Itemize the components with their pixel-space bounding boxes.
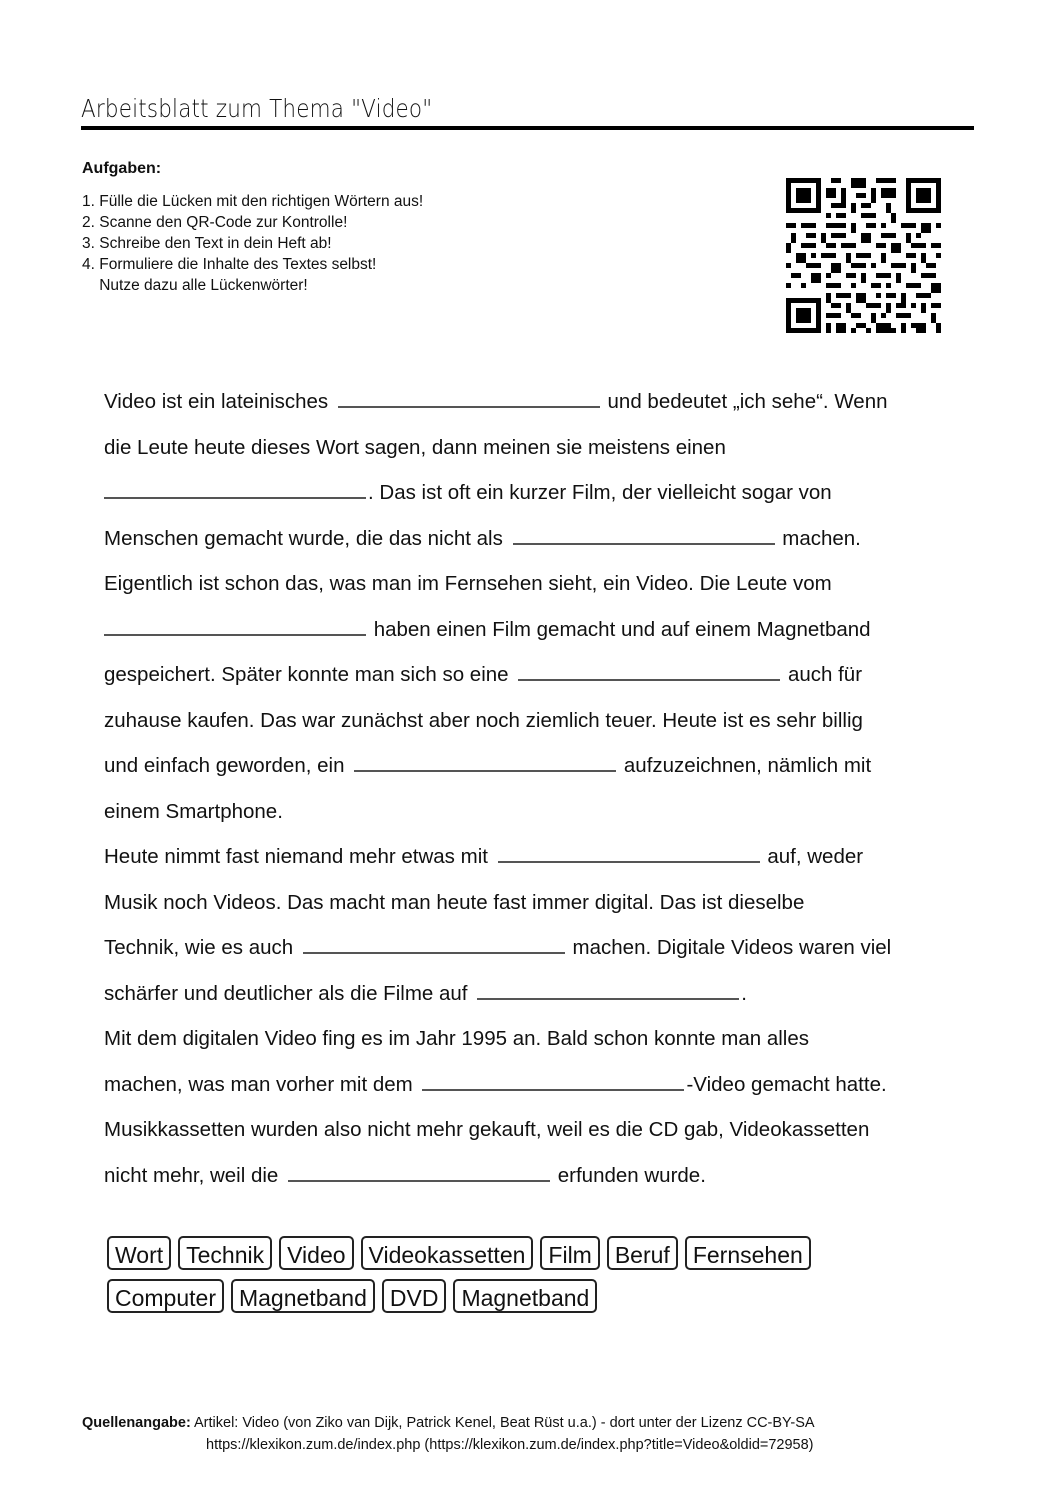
source-citation (82, 1412, 982, 1456)
task-item: 4. Formuliere die Inhalte des Textes selbst! (82, 256, 377, 273)
text-line: Mit dem digitalen Video fing es im Jahr 1995 an. Bald schon konnte man alles (104, 1027, 810, 1050)
text-line: und einfach geworden, ein aufzuzeichnen, nämlich mit (104, 743, 964, 789)
cloze-text (104, 379, 964, 1198)
word-bank-row (107, 1279, 867, 1313)
word-card[interactable]: Fernsehen (685, 1236, 811, 1270)
word-card[interactable]: Magnetband (453, 1279, 597, 1313)
word-card[interactable]: Video (279, 1236, 353, 1270)
word-card[interactable]: DVD (382, 1279, 447, 1313)
task-list (82, 191, 423, 296)
blank-field[interactable] (518, 659, 780, 681)
qr-code-icon[interactable] (786, 178, 941, 333)
text-line: Heute nimmt fast niemand mehr etwas mit auf, weder (104, 834, 964, 880)
text-line: gespeichert. Später konnte man sich so eine auch für (104, 652, 964, 698)
text-line: machen, was man vorher mit dem -Video gemacht hatte. (104, 1062, 964, 1108)
source-text: Artikel: Video (von Ziko van Dijk, Patrick Kenel, Beat Rüst u.a.) - dort unter der Lizenz CC-BY-SA (190, 1415, 815, 1431)
blank-field[interactable] (477, 978, 739, 1000)
blank-field[interactable] (422, 1069, 684, 1091)
word-card[interactable]: Wort (107, 1236, 171, 1270)
blank-field[interactable] (498, 841, 760, 863)
task-item: 3. Schreibe den Text in dein Heft ab! (82, 235, 332, 252)
text-line: Musik noch Videos. Das macht man heute fast immer digital. Das ist dieselbe (104, 890, 805, 914)
word-card[interactable]: Magnetband (231, 1279, 375, 1313)
text-line: schärfer und deutlicher als die Filme auf . (104, 971, 964, 1017)
word-card[interactable]: Beruf (607, 1236, 678, 1270)
text-line: nicht mehr, weil die erfunden wurde. (104, 1153, 964, 1199)
tasks-heading: Aufgaben: (82, 160, 162, 177)
word-card[interactable]: Computer (107, 1279, 224, 1313)
text-line: zuhause kaufen. Das war zunächst aber noch ziemlich teuer. Heute ist es sehr billig (104, 708, 863, 732)
word-bank (107, 1236, 867, 1322)
text-line: Video ist ein lateinisches und bedeutet „ich sehe“. Wenn (104, 379, 964, 425)
text-line: . Das ist oft ein kurzer Film, der vielleicht sogar von (104, 470, 964, 516)
blank-field[interactable] (104, 614, 366, 636)
blank-field[interactable] (354, 750, 616, 772)
text-line: die Leute heute dieses Wort sagen, dann meinen sie meistens einen (104, 435, 726, 459)
source-line (82, 1412, 982, 1434)
blank-field[interactable] (288, 1160, 550, 1182)
blank-field[interactable] (303, 932, 565, 954)
page-title-text: Arbeitsblatt zum Thema "Video" (81, 94, 433, 123)
word-card[interactable]: Videokassetten (361, 1236, 534, 1270)
blank-field[interactable] (513, 523, 775, 545)
text-line: Musikkassetten wurden also nicht mehr gekauft, weil es die CD gab, Videokassetten (104, 1118, 870, 1141)
page-title (81, 92, 974, 130)
word-bank-row (107, 1236, 867, 1270)
text-line: haben einen Film gemacht und auf einem Magnetband (104, 607, 964, 653)
text-line: Eigentlich ist schon das, was man im Fernsehen sieht, ein Video. Die Leute vom (104, 572, 832, 595)
task-item: Nutze dazu alle Lückenwörter! (82, 277, 308, 294)
word-card[interactable]: Film (540, 1236, 599, 1270)
text-line: Technik, wie es auch machen. Digitale Videos waren viel (104, 925, 964, 971)
source-link[interactable]: https://klexikon.zum.de/index.php (https://klexikon.zum.de/index.php?title=Video&oldid=72958) (206, 1437, 814, 1453)
blank-field[interactable] (104, 477, 366, 499)
task-item: 2. Scanne den QR-Code zur Kontrolle! (82, 214, 348, 231)
source-label: Quellenangabe: (82, 1415, 191, 1431)
blank-field[interactable] (338, 386, 600, 408)
word-card[interactable]: Technik (178, 1236, 272, 1270)
text-line: einem Smartphone. (104, 799, 283, 823)
task-item: 1. Fülle die Lücken mit den richtigen Wörtern aus! (82, 193, 424, 210)
text-line: Menschen gemacht wurde, die das nicht als machen. (104, 516, 964, 562)
